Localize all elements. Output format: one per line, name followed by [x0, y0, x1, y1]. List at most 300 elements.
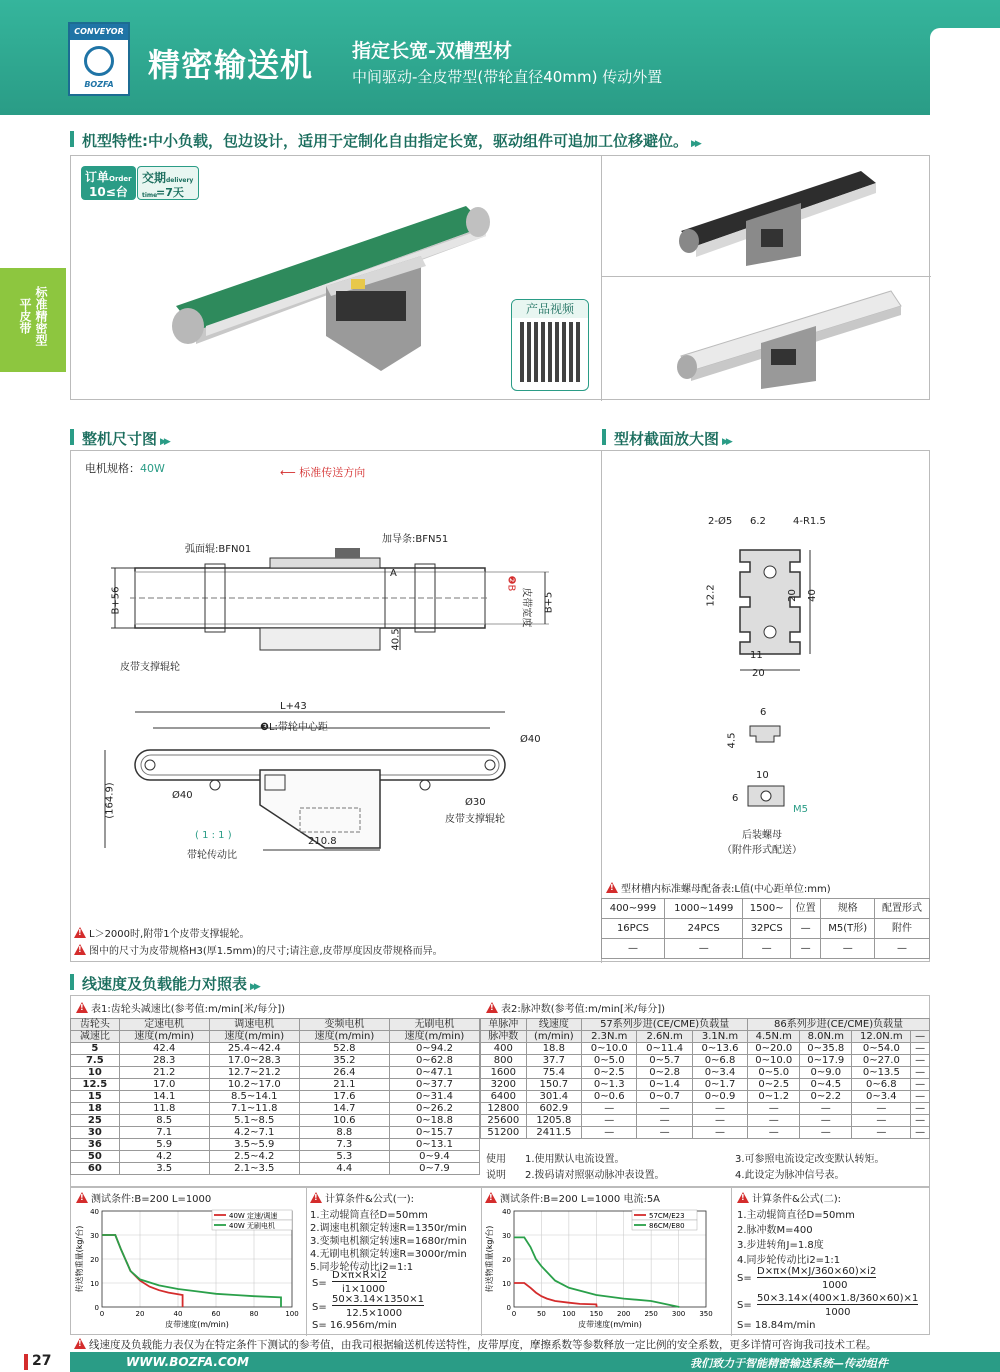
profile-title: 型材截面放大图 — [614, 430, 720, 448]
t1-cell: 3.5~5.9 — [209, 1139, 299, 1151]
t2-header: 脉冲数 — [481, 1031, 527, 1043]
y-tick-label: 40 — [90, 1208, 99, 1216]
delivery-value: =7天 — [156, 186, 184, 199]
t1-header: 减速比 — [71, 1031, 120, 1043]
t2-cell: — — [800, 1115, 852, 1127]
nut-td: — — [602, 939, 665, 959]
t2-cell: — — [637, 1115, 692, 1127]
logo-top-text: CONVEYOR — [70, 24, 128, 40]
t1-cell: 5.3 — [299, 1151, 389, 1163]
t2-cell: — — [911, 1091, 930, 1103]
t1-header: 调速电机 — [209, 1019, 299, 1031]
t1-header: 速度(m/min) — [209, 1031, 299, 1043]
desc-note-2: 2.拨码请对照驱动脉冲表设置。 — [525, 1170, 665, 1181]
y-tick-label: 10 — [90, 1280, 99, 1288]
y-tick-label: 20 — [90, 1256, 99, 1264]
calc2-title — [737, 1190, 841, 1205]
calc2-line-2: 2.脉冲数M=400 — [737, 1225, 813, 1236]
t2-cell: 0~10.0 — [748, 1055, 800, 1067]
t2-cell: 37.7 — [526, 1055, 581, 1067]
table-row — [481, 1043, 930, 1055]
y-tick-label: 30 — [502, 1232, 511, 1240]
x-tick-label: 20 — [135, 1310, 145, 1318]
header-banner — [0, 0, 1000, 115]
table-row — [481, 1091, 930, 1103]
table-row — [481, 1127, 930, 1139]
t2-cell: 0~3.4 — [692, 1067, 747, 1079]
product-photo-box — [70, 155, 930, 400]
t2-cell: 800 — [481, 1055, 527, 1067]
use-label: 使用 — [486, 1154, 506, 1165]
chart1-condition-text: 测试条件:B=200 L=1000 — [91, 1194, 212, 1205]
t2-cell: — — [692, 1115, 747, 1127]
t1-cell: 4.2 — [119, 1151, 209, 1163]
dim-4-5: 4.5 — [726, 732, 738, 749]
brand-logo — [68, 22, 130, 96]
dim-6-2: 6.2 — [750, 516, 766, 527]
t2-cell: 0~27.0 — [852, 1055, 911, 1067]
t2-header: 8.0N.m — [800, 1031, 852, 1043]
drive-ratio-label: 带轮传动比 — [187, 850, 237, 861]
t2-cell: 0~1.7 — [692, 1079, 747, 1091]
t2-cell: 0~2.8 — [637, 1067, 692, 1079]
use-note-1: 1.使用默认电流设置。 — [525, 1154, 625, 1165]
t1-cell: 12.5 — [71, 1079, 120, 1091]
t1-cell: 10.6 — [299, 1115, 389, 1127]
t2-cell: 3200 — [481, 1079, 527, 1091]
t2-cell: 0~5.7 — [637, 1055, 692, 1067]
t2-cell: — — [911, 1043, 930, 1055]
t1-cell: 0~26.2 — [389, 1103, 479, 1115]
calc1-s-1: S= — [312, 1278, 327, 1289]
profile-heading — [602, 428, 730, 449]
load-chart-2 — [484, 1205, 724, 1333]
footer-slogan: 我们致力于智能精密输送系统—传动组件 — [690, 1357, 888, 1370]
main-product-image — [166, 186, 506, 376]
features-heading — [70, 130, 699, 151]
dim-6-b: 6 — [732, 793, 739, 804]
t1-cell: 3.5 — [119, 1163, 209, 1175]
table-row — [481, 1055, 930, 1067]
top-view-drawing — [85, 520, 565, 680]
t2-cell: — — [911, 1127, 930, 1139]
belt-width-number: ❷B — [505, 575, 517, 592]
t1-header: 速度(m/min) — [389, 1031, 479, 1043]
t1-cell: 21.1 — [299, 1079, 389, 1091]
table-row — [71, 1115, 480, 1127]
dim-40-5: 40.5 — [390, 628, 402, 651]
t2-cell: — — [748, 1127, 800, 1139]
qr-code-icon — [520, 322, 580, 382]
t2-cell: — — [911, 1103, 930, 1115]
calc2-subst-num: 50×3.14×(400×1.8/360×60)×1 — [757, 1293, 919, 1304]
dim-d30: Ø30 — [465, 797, 486, 808]
t1-header: 无刷电机 — [389, 1019, 479, 1031]
nut-table-note-text: 型材槽内标准螺母配备表:L值(中心距单位:mm) — [621, 884, 831, 895]
t2-cell: 0~13.6 — [692, 1043, 747, 1055]
calc2-result: S= 18.84m/min — [737, 1320, 816, 1331]
nut-td: — — [743, 939, 790, 959]
t2-header: — — [911, 1031, 930, 1043]
t2-cell: — — [852, 1127, 911, 1139]
bottom-note — [74, 1337, 877, 1352]
t1-cell: 0~15.7 — [389, 1127, 479, 1139]
t2-cell: 0~0.7 — [637, 1091, 692, 1103]
x-tick-label: 80 — [249, 1310, 259, 1318]
nut-td: — — [875, 939, 930, 959]
logo-bottom-text: BOZFA — [84, 80, 114, 89]
dim-l43: L+43 — [280, 701, 307, 712]
t2-cell: 150.7 — [526, 1079, 581, 1091]
t1-cell: 0~18.8 — [389, 1115, 479, 1127]
video-qr-box[interactable] — [511, 299, 589, 391]
t2-cell: — — [637, 1127, 692, 1139]
t1-cell: 0~37.7 — [389, 1079, 479, 1091]
t1-cell: 0~62.8 — [389, 1055, 479, 1067]
calc1-subst-num: 50×3.14×1350×1 — [332, 1294, 424, 1305]
x-tick-label: 150 — [589, 1310, 603, 1318]
calc2-s-2: S= — [737, 1300, 752, 1311]
nut-th: 位置 — [790, 899, 821, 919]
calc1-line-3: 3.变频电机额定转速R=1680r/min — [310, 1236, 467, 1247]
t1-cell: 26.4 — [299, 1067, 389, 1079]
t1-cell: 5.1~8.5 — [209, 1115, 299, 1127]
t2-cell: 0~2.2 — [800, 1091, 852, 1103]
load-chart-1 — [74, 1205, 302, 1333]
t1-cell: 35.2 — [299, 1055, 389, 1067]
t1-cell: 17.6 — [299, 1091, 389, 1103]
t2-cell: 25600 — [481, 1115, 527, 1127]
t2-cell: — — [911, 1115, 930, 1127]
t1-cell: 2.1~3.5 — [209, 1163, 299, 1175]
calc2-formula-num: D×π×(M×J/360×60)×i2 — [757, 1266, 877, 1277]
side-tab-col2: 平皮带 — [18, 298, 32, 334]
table-row — [71, 1067, 480, 1079]
dim-20-h: 20 — [752, 668, 765, 679]
dim-d40-right: Ø40 — [520, 734, 541, 745]
t2-cell: 0~5.0 — [748, 1067, 800, 1079]
t1-cell: 0~13.1 — [389, 1139, 479, 1151]
table-row — [71, 1151, 480, 1163]
desc-note-4: 4.此设定为脉冲信号表。 — [735, 1170, 845, 1181]
t1-cell: 17.0 — [119, 1079, 209, 1091]
y-tick-label: 0 — [94, 1304, 99, 1312]
t2-cell: 0~20.0 — [748, 1043, 800, 1055]
legend-label: 57CM/E23 — [649, 1212, 685, 1220]
table-row — [71, 1091, 480, 1103]
t2-cell: — — [582, 1103, 637, 1115]
t2-cell: 0~11.4 — [637, 1043, 692, 1055]
motor-spec — [85, 460, 165, 476]
t1-cell: 0~9.4 — [389, 1151, 479, 1163]
product-photo-dark-belt — [611, 161, 926, 271]
table1-title — [76, 1000, 285, 1015]
t2-cell: 1600 — [481, 1067, 527, 1079]
table-row — [481, 1067, 930, 1079]
nut-table-note — [606, 880, 831, 895]
t1-cell: 11.8 — [119, 1103, 209, 1115]
t1-header: 速度(m/min) — [299, 1031, 389, 1043]
t1-cell: 30 — [71, 1127, 120, 1139]
x-axis-label: 皮带速度(m/min) — [165, 1320, 229, 1329]
page-number: 27 — [32, 1353, 52, 1369]
t2-cell: 0~5.0 — [582, 1055, 637, 1067]
chart2-condition-text: 测试条件:B=200 L=1000 电流:5A — [500, 1194, 661, 1205]
table-row — [71, 1055, 480, 1067]
page-subtitle-2: 中间驱动-全皮带型(带轮直径40mm) 传动外置 — [352, 68, 663, 86]
motor-spec-value: 40W — [140, 462, 165, 475]
dim-note-2 — [74, 942, 443, 957]
dim-b5: B+5 — [543, 591, 555, 614]
table-row — [481, 1115, 930, 1127]
dimensions-title: 整机尺寸图 — [82, 430, 158, 448]
dim-2-d5: 2-Ø5 — [708, 516, 733, 527]
center-distance-label: ❸L:带轮中心距 — [260, 722, 328, 733]
t1-header: 齿轮头 — [71, 1019, 120, 1031]
t1-cell: 0~47.1 — [389, 1067, 479, 1079]
t1-cell: 2.5~4.2 — [209, 1151, 299, 1163]
dim-b56: B+56 — [110, 586, 122, 615]
y-axis-label: 传送物重量(kg/台) — [485, 1225, 494, 1293]
dim-40-v: 40 — [806, 589, 818, 602]
t2-cell: — — [748, 1103, 800, 1115]
nut-table — [601, 898, 930, 959]
calc1-line-2: 2.调速电机额定转速R=1350r/min — [310, 1223, 467, 1234]
t1-cell: 7.5 — [71, 1055, 120, 1067]
order-en: Order — [109, 175, 132, 183]
calc1-formula-den: i1×1000 — [342, 1284, 385, 1295]
roller-arc-label: 弧面辊:BFN01 — [185, 544, 252, 555]
table-row — [71, 1139, 480, 1151]
t2-cell: 75.4 — [526, 1067, 581, 1079]
t1-cell: 17.0~28.3 — [209, 1055, 299, 1067]
ratio-value: ( 1 : 1 ) — [195, 830, 232, 841]
t2-cell: 0~17.9 — [800, 1055, 852, 1067]
calc1-formula-num: D×π×R×i2 — [332, 1270, 387, 1281]
table-row — [71, 1103, 480, 1115]
logo-circle-icon — [84, 46, 114, 76]
nut-th: 1500~ — [743, 899, 790, 919]
use-note-3: 3.可参照电流设定改变默认转矩。 — [735, 1154, 885, 1165]
calc2-line-4: 4.同步轮传动比i2=1:1 — [737, 1255, 841, 1266]
dim-d40-left: Ø40 — [172, 790, 193, 801]
t2-cell: 0~2.5 — [582, 1067, 637, 1079]
t2-cell: — — [637, 1103, 692, 1115]
tee-nut-drawing — [740, 718, 800, 748]
t2-cell: 18.8 — [526, 1043, 581, 1055]
order-value: 10≤台 — [89, 185, 128, 199]
table-row — [71, 1163, 480, 1175]
t2-cell: 0~0.6 — [582, 1091, 637, 1103]
y-tick-label: 30 — [90, 1232, 99, 1240]
table-row — [71, 1043, 480, 1055]
dim-note-1-text: L＞2000时,附带1个皮带支撑辊轮。 — [89, 929, 250, 940]
t2-cell: 0~1.4 — [637, 1079, 692, 1091]
nut-label: 后装螺母 — [742, 830, 782, 841]
t2-cell: — — [852, 1115, 911, 1127]
dim-note-1 — [74, 925, 250, 940]
t1-cell: 8.5~14.1 — [209, 1091, 299, 1103]
t2-cell: 0~13.5 — [852, 1067, 911, 1079]
t2-header: 单脉冲 — [481, 1019, 527, 1031]
t2-cell: 301.4 — [526, 1091, 581, 1103]
side-tab — [0, 268, 66, 372]
profile-section-drawing — [700, 530, 850, 690]
dim-12-2: 12.2 — [705, 584, 717, 607]
calc1-result: S= 16.956m/min — [312, 1320, 397, 1331]
dim-20-v: 20 — [786, 589, 798, 602]
t2-cell: — — [582, 1127, 637, 1139]
t2-header: 2.6N.m — [637, 1031, 692, 1043]
t2-cell: — — [911, 1055, 930, 1067]
table-row — [71, 1127, 480, 1139]
page-subtitle: 指定长宽-双槽型材 — [352, 40, 512, 62]
t2-cell: 602.9 — [526, 1103, 581, 1115]
t2-cell: — — [911, 1067, 930, 1079]
t1-cell: 21.2 — [119, 1067, 209, 1079]
t2-cell: 0~4.5 — [800, 1079, 852, 1091]
dim-4-r1-5: 4-R1.5 — [793, 516, 826, 527]
nut-sublabel: （附件形式配送） — [722, 845, 802, 856]
table1-title-text: 表1:齿轮头减速比(参考值:m/min[米/每分]) — [91, 1004, 286, 1015]
delivery-label: 交期 — [142, 171, 167, 185]
direction-text: 标准传送方向 — [299, 466, 366, 479]
t2-cell: — — [800, 1103, 852, 1115]
t2-cell: — — [692, 1127, 747, 1139]
dim-210-8: 210.8 — [308, 836, 337, 847]
speed-title: 线速度及负载能力对照表 — [82, 975, 248, 993]
table-row — [481, 1079, 930, 1091]
calc2-s-1: S= — [737, 1273, 752, 1284]
calc1-line-5: 5.同步轮传动比i2=1:1 — [310, 1262, 414, 1273]
legend-label: 40W 定速/调速 — [229, 1212, 278, 1220]
t2-header: 4.5N.m — [748, 1031, 800, 1043]
x-tick-label: 100 — [285, 1310, 299, 1318]
t2-cell: — — [692, 1103, 747, 1115]
y-axis-label: 传送物重量(kg/台) — [75, 1225, 84, 1293]
t1-cell: 50 — [71, 1151, 120, 1163]
t1-cell: 4.2~7.1 — [209, 1127, 299, 1139]
gear-ratio-table — [70, 1018, 480, 1175]
t1-cell: 0~7.9 — [389, 1163, 479, 1175]
t1-cell: 8.5 — [119, 1115, 209, 1127]
nut-td: — — [664, 939, 743, 959]
x-tick-label: 100 — [562, 1310, 576, 1318]
x-tick-label: 300 — [671, 1310, 686, 1318]
delivery-en: delivery time — [142, 177, 194, 199]
nut-td: 24PCS — [664, 919, 743, 939]
t2-cell: 0~0.9 — [692, 1091, 747, 1103]
x-tick-label: 350 — [699, 1310, 713, 1318]
t1-cell: 7.1 — [119, 1127, 209, 1139]
chart2-condition — [485, 1190, 660, 1205]
t2-cell: — — [852, 1103, 911, 1115]
calc1-title-text: 计算条件&公式(一): — [325, 1194, 414, 1205]
t1-cell: 10.2~17.0 — [209, 1079, 299, 1091]
m5-label: M5 — [793, 804, 808, 815]
dim-6-a: 6 — [760, 707, 767, 718]
x-tick-label: 40 — [173, 1310, 183, 1318]
t1-cell: 5.9 — [119, 1139, 209, 1151]
t1-cell: 4.4 — [299, 1163, 389, 1175]
dimensions-heading — [70, 428, 168, 449]
table2-title — [486, 1000, 665, 1015]
t2-cell: 0~35.8 — [800, 1043, 852, 1055]
dim-11: 11 — [750, 650, 763, 661]
side-tab-col1: 标准精密型 — [34, 286, 48, 346]
t1-cell: 52.8 — [299, 1043, 389, 1055]
desc-label: 说明 — [486, 1170, 506, 1181]
nut-td: — — [790, 919, 821, 939]
y-tick-label: 40 — [502, 1208, 511, 1216]
t2-cell: — — [748, 1115, 800, 1127]
t2-cell: 51200 — [481, 1127, 527, 1139]
t1-cell: 0~31.4 — [389, 1091, 479, 1103]
t1-cell: 10 — [71, 1067, 120, 1079]
x-axis-label: 皮带速度(m/min) — [578, 1320, 642, 1329]
t2-cell: 2411.5 — [526, 1127, 581, 1139]
support-roller-label: 皮带支撑辊轮 — [120, 662, 180, 673]
y-tick-label: 10 — [502, 1280, 511, 1288]
t2-header: 线速度 — [526, 1019, 581, 1031]
t1-cell: 36 — [71, 1139, 120, 1151]
nut-td: 附件 — [875, 919, 930, 939]
square-nut-drawing — [740, 780, 800, 812]
t2-cell: 0~6.8 — [692, 1055, 747, 1067]
y-tick-label: 0 — [506, 1304, 511, 1312]
t2-cell: 0~1.2 — [748, 1091, 800, 1103]
order-badge — [81, 166, 136, 200]
t2-cell: 6400 — [481, 1091, 527, 1103]
t1-cell: 42.4 — [119, 1043, 209, 1055]
t1-cell: 14.1 — [119, 1091, 209, 1103]
t1-header: 速度(m/min) — [119, 1031, 209, 1043]
nut-th: 1000~1499 — [664, 899, 743, 919]
t2-header: 2.3N.m — [582, 1031, 637, 1043]
calc1-s-2: S= — [312, 1302, 327, 1313]
chart1-condition — [76, 1190, 211, 1205]
x-tick-label: 0 — [511, 1310, 517, 1318]
t1-cell: 0~94.2 — [389, 1043, 479, 1055]
order-label: 订单 — [85, 170, 110, 184]
footer-url[interactable]: WWW.BOZFA.COM — [126, 1355, 249, 1369]
belt-width-label: 皮带宽度 — [520, 587, 532, 628]
t1-cell: 25 — [71, 1115, 120, 1127]
features-title: 机型特性:中小负载，包边设计，适用于定制化自由指定长宽，驱动组件可追加工位移避位。 — [82, 132, 689, 150]
t2-cell: 12800 — [481, 1103, 527, 1115]
t2-header: 12.0N.m — [852, 1031, 911, 1043]
x-tick-label: 0 — [99, 1310, 105, 1318]
t1-cell: 7.3 — [299, 1139, 389, 1151]
calc1-title — [310, 1190, 414, 1205]
calc2-title-text: 计算条件&公式(二): — [752, 1194, 841, 1205]
x-tick-label: 200 — [617, 1310, 631, 1318]
x-tick-label: 50 — [536, 1310, 546, 1318]
dim-10: 10 — [756, 770, 769, 781]
t1-cell: 5 — [71, 1043, 120, 1055]
nut-td: — — [821, 939, 875, 959]
t1-cell: 18 — [71, 1103, 120, 1115]
calc1-line-4: 4.无刷电机额定转速R=3000r/min — [310, 1249, 467, 1260]
t2-header: 3.1N.m — [692, 1031, 747, 1043]
series-line — [102, 1235, 183, 1307]
t2-header: 57系列步进(CE/CME)负载量 — [582, 1019, 748, 1031]
product-photo-white-belt — [611, 281, 926, 396]
t2-cell: 0~54.0 — [852, 1043, 911, 1055]
guide-bar-label: 加导条:BFN51 — [382, 534, 449, 545]
nut-td: 32PCS — [743, 919, 790, 939]
label-a: A — [390, 568, 397, 579]
